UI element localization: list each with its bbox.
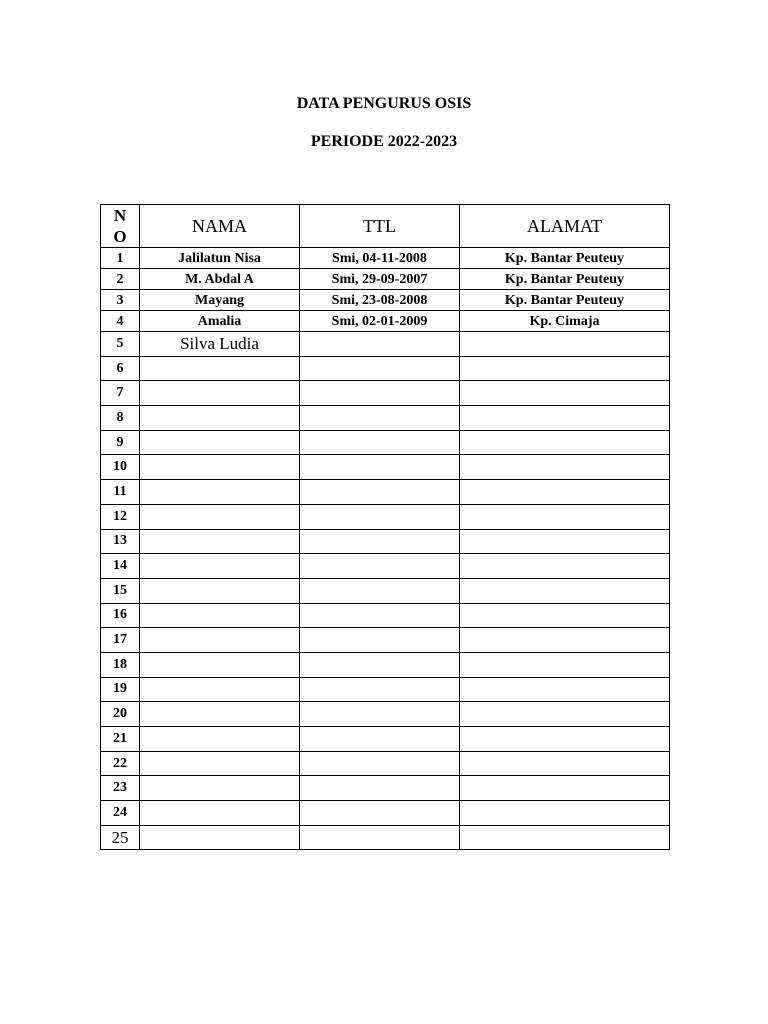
cell-nama [140,603,300,628]
cell-ttl [300,677,460,702]
cell-alamat [460,727,670,752]
cell-nama [140,381,300,406]
cell-no: 8 [101,406,140,431]
cell-ttl [300,727,460,752]
table-row [101,776,670,801]
cell-no: 12 [101,504,140,529]
cell-nama: Amalia [140,311,300,332]
cell-ttl [300,702,460,727]
cell-nama [140,504,300,529]
cell-no: 7 [101,381,140,406]
cell-no: 13 [101,529,140,554]
header-ttl: TTL [300,205,460,248]
cell-no: 9 [101,430,140,455]
table-row [101,628,670,653]
table-row [101,554,670,579]
cell-alamat [460,628,670,653]
cell-ttl [300,825,460,850]
cell-no: 3 [101,290,140,311]
cell-no: 5 [101,332,140,357]
table-row [101,290,670,311]
cell-alamat: Kp. Bantar Peuteuy [460,248,670,269]
cell-alamat [460,578,670,603]
header-no [101,205,140,248]
cell-nama [140,825,300,850]
cell-alamat [460,652,670,677]
cell-ttl [300,332,460,357]
table-row [101,578,670,603]
table-row [101,727,670,752]
cell-alamat [460,554,670,579]
cell-ttl [300,504,460,529]
cell-alamat [460,801,670,826]
cell-ttl [300,529,460,554]
cell-alamat [460,776,670,801]
table-row [101,455,670,480]
table-row [101,529,670,554]
table-row [101,248,670,269]
table-row [101,356,670,381]
table-row [101,801,670,826]
cell-alamat [460,529,670,554]
cell-ttl [300,776,460,801]
cell-alamat [460,825,670,850]
cell-no: 11 [101,480,140,505]
table-row [101,480,670,505]
table-row [101,381,670,406]
header-no-line2: O [113,227,127,246]
cell-alamat [460,455,670,480]
cell-nama [140,578,300,603]
cell-nama [140,406,300,431]
cell-nama [140,628,300,653]
table-header-row [101,205,670,248]
officers-table [100,204,670,850]
cell-no: 23 [101,776,140,801]
cell-alamat [460,677,670,702]
cell-no: 4 [101,311,140,332]
cell-alamat [460,332,670,357]
cell-ttl [300,603,460,628]
table-row [101,430,670,455]
cell-no: 19 [101,677,140,702]
cell-nama [140,702,300,727]
cell-nama [140,652,300,677]
cell-nama [140,801,300,826]
cell-ttl [300,578,460,603]
document-subtitle: PERIODE 2022-2023 [310,133,458,150]
table-row [101,406,670,431]
cell-ttl [300,801,460,826]
table-row [101,332,670,357]
cell-ttl [300,430,460,455]
cell-alamat: Kp. Cimaja [460,311,670,332]
cell-no: 17 [101,628,140,653]
cell-nama [140,430,300,455]
table-row [101,504,670,529]
cell-no: 15 [101,578,140,603]
cell-alamat: Kp. Bantar Peuteuy [460,269,670,290]
cell-nama [140,554,300,579]
cell-nama [140,529,300,554]
table-row [101,311,670,332]
cell-no: 2 [101,269,140,290]
table-row [101,269,670,290]
cell-alamat [460,480,670,505]
table-row [101,677,670,702]
table-row [101,751,670,776]
cell-nama [140,727,300,752]
cell-nama [140,455,300,480]
cell-alamat [460,430,670,455]
cell-ttl [300,406,460,431]
cell-nama: Mayang [140,290,300,311]
cell-ttl [300,455,460,480]
cell-no: 6 [101,356,140,381]
cell-nama: Jalilatun Nisa [140,248,300,269]
header-no-line1: N [113,206,127,225]
cell-ttl [300,381,460,406]
cell-no: 16 [101,603,140,628]
table-body [101,248,670,850]
cell-nama: M. Abdal A [140,269,300,290]
cell-no: 14 [101,554,140,579]
cell-ttl: Smi, 02-01-2009 [300,311,460,332]
document-title: DATA PENGURUS OSIS [296,95,472,112]
cell-no: 24 [101,801,140,826]
header-nama: NAMA [140,205,300,248]
cell-alamat [460,751,670,776]
cell-alamat: Kp. Bantar Peuteuy [460,290,670,311]
cell-ttl: Smi, 04-11-2008 [300,248,460,269]
cell-ttl [300,356,460,381]
cell-ttl [300,628,460,653]
cell-no: 1 [101,248,140,269]
cell-nama [140,776,300,801]
cell-nama [140,751,300,776]
cell-ttl: Smi, 23-08-2008 [300,290,460,311]
header-alamat: ALAMAT [460,205,670,248]
cell-alamat [460,603,670,628]
cell-alamat [460,406,670,431]
cell-alamat [460,702,670,727]
cell-ttl [300,751,460,776]
cell-ttl: Smi, 29-09-2007 [300,269,460,290]
table-row [101,825,670,850]
cell-no: 10 [101,455,140,480]
cell-nama [140,480,300,505]
cell-nama [140,677,300,702]
cell-ttl [300,652,460,677]
cell-alamat [460,356,670,381]
cell-no: 25 [101,825,140,850]
table-row [101,652,670,677]
cell-alamat [460,504,670,529]
cell-no: 20 [101,702,140,727]
cell-no: 21 [101,727,140,752]
cell-nama: Silva Ludia [140,332,300,357]
cell-nama [140,356,300,381]
cell-alamat [460,381,670,406]
cell-no: 18 [101,652,140,677]
cell-no: 22 [101,751,140,776]
table-row [101,603,670,628]
cell-ttl [300,480,460,505]
cell-ttl [300,554,460,579]
table-row [101,702,670,727]
